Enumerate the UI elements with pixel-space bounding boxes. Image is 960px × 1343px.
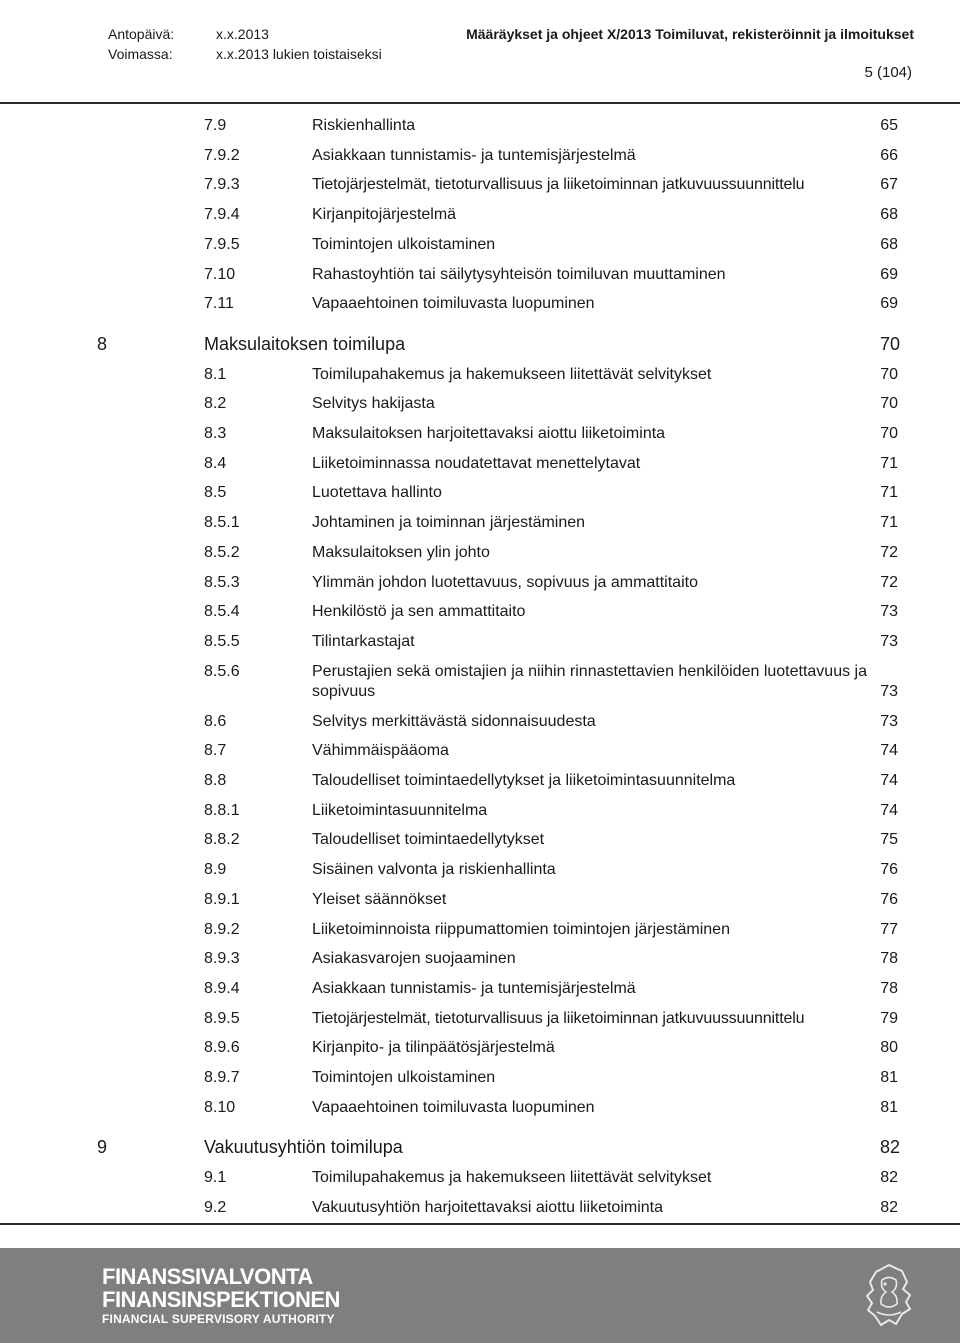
toc-entry-title: Riskienhallinta [312,117,416,134]
toc-entry-title: Vapaaehtoinen toimiluvasta luopuminen [312,1098,595,1116]
toc-entry-number: 7.9.3 [204,176,240,194]
toc-entry-number: 7.11 [204,295,234,313]
toc-entry-number: 9 [97,1137,108,1158]
toc-entry-page: 82 [880,1198,898,1216]
toc-entry-title: Asiakkaan tunnistamis- ja tuntemisjärjestelmä [312,146,636,164]
toc-entry-number: 7.9 [204,117,227,134]
toc-entry-title: Selvitys merkittävästä sidonnaisuudesta [312,712,596,730]
toc-entry-number: 8 [97,333,108,354]
toc-entry-number: 9.1 [204,1169,227,1187]
toc-entry-title: Perustajien sekä omistajien ja niihin rinnastettavien henkilöiden luotettavuus ja sopivuus [312,662,867,700]
voimassa-label: Voimassa: [108,46,173,62]
antopaiva-label: Antopäivä: [108,26,175,42]
toc-entry-title: Asiakasvarojen suojaaminen [312,950,516,968]
toc-entry-number: 8.1 [204,365,227,383]
voimassa-value: x.x.2013 lukien toistaiseksi [216,46,382,62]
toc-entry-number: 8.5.3 [204,573,240,591]
toc-entry-number: 8.9.7 [204,1069,240,1086]
finanssivalvonta-logo [102,1265,340,1327]
logo-line-finnish: FINANSSIVALVONTA [102,1264,313,1289]
header-row-voimassa [108,44,914,64]
toc-entry-page: 73 [880,712,898,730]
toc-entry-title: Vakuutusyhtiön toimilupa [204,1137,403,1158]
toc-entry-page: 67 [880,176,898,194]
toc-entry-number: 8.4 [204,454,227,472]
toc-entry-page: 70 [880,425,898,442]
toc-entry-page: 75 [880,831,898,849]
toc-entry-number: 8.9.6 [204,1039,240,1057]
toc-entry-number: 7.9.2 [204,146,240,164]
toc-entry-number: 8.9.5 [204,1009,240,1027]
toc-entry-page: 77 [880,920,898,938]
lion-emblem-icon [862,1262,916,1328]
document-header [108,24,914,64]
toc-entry-number: 8.5.6 [204,662,240,680]
toc-entry-number: 8.8.1 [204,801,240,819]
header-rule [0,102,960,104]
toc-entry-number: 8.6 [204,712,227,730]
toc-entry-number: 8.5.4 [204,603,240,621]
toc-entry-number: 9.2 [204,1198,227,1216]
toc-entry-number: 8.5 [204,484,227,502]
toc-entry-number: 8.2 [204,395,227,413]
toc-entry-title: Liiketoimintasuunnitelma [312,801,488,819]
toc-entry-page: 81 [880,1098,898,1116]
toc-entry-page: 73 [880,682,898,700]
toc-entry-page: 82 [880,1169,898,1187]
toc-entry-title: Maksulaitoksen toimilupa [204,333,406,354]
toc-entry-page: 69 [880,295,898,313]
toc-entry-number: 8.5.2 [204,543,240,561]
toc-entry-page: 72 [880,573,898,591]
toc-entry-page: 80 [880,1039,898,1057]
toc-entry-number: 8.5.1 [204,514,240,532]
toc-entry-title: Tietojärjestelmät, tietoturvallisuus ja liiketoiminnan jatkuvuussuunnittelu [312,1009,805,1027]
footer-rule [0,1223,960,1225]
toc-entry-page: 82 [879,1137,900,1158]
toc-entry-number: 7.9.4 [204,206,240,224]
toc-entry-title: Vakuutusyhtiön harjoitettavaksi aiottu liiketoiminta [312,1198,663,1216]
toc-entry-title: Tilintarkastajat [312,632,415,650]
toc-entry-number: 8.9.2 [204,920,240,938]
toc-entry-title: Selvitys hakijasta [312,395,435,413]
toc-entry-number: 8.9.3 [204,950,240,968]
toc-entry-title: Johtaminen ja toiminnan järjestäminen [312,514,586,532]
toc-entry-title: Kirjanpito- ja tilinpäätösjärjestelmä [312,1039,555,1057]
toc-entry-page: 74 [880,772,898,789]
toc-entry-page: 81 [880,1069,898,1086]
toc-entry-number: 8.3 [204,425,227,442]
toc-entry-page: 76 [880,890,898,908]
toc-entry-title: Maksulaitoksen ylin johto [312,543,490,561]
toc-entry-page: 76 [880,861,898,879]
toc-entry-page: 74 [880,742,898,760]
toc-entry-title: Henkilöstö ja sen ammattitaito [312,603,526,621]
toc-entry-title: Kirjanpitojärjestelmä [312,206,457,224]
toc-entry-page: 78 [880,950,898,968]
toc-entry-page: 65 [880,117,898,134]
toc-entry-title: Vapaaehtoinen toimiluvasta luopuminen [312,295,595,313]
toc-entry-title: Luotettava hallinto [312,484,442,502]
toc-entry-page: 69 [880,265,898,283]
header-row-antopaiva [108,24,914,44]
document-title: Määräykset ja ohjeet X/2013 Toimiluvat, rekisteröinnit ja ilmoitukset [466,26,914,42]
toc-entry-title: Liiketoiminnoista riippumattomien toimintojen järjestäminen [312,920,730,938]
toc-entry-page: 78 [880,979,898,997]
toc-entry-number: 8.9 [204,861,227,879]
page-number: 5 (104) [864,64,912,81]
footer-band [0,1248,960,1343]
toc-entry-page: 68 [880,235,898,253]
toc-entry-number: 7.10 [204,265,236,283]
toc-entry-number: 8.7 [204,742,227,760]
logo-line-swedish: FINANSINSPEKTIONEN [102,1287,340,1312]
toc-entry-page: 66 [880,146,898,164]
toc-entry-title: Rahastoyhtiön tai säilytysyhteisön toimiluvan muuttaminen [312,265,726,283]
toc-entry-page: 71 [880,484,898,502]
toc-entry-number: 8.9.1 [204,890,240,908]
logo-line-english: FINANCIAL SUPERVISORY AUTHORITY [102,1312,335,1326]
toc-entry-number: 7.9.5 [204,235,240,253]
toc-entry-number: 8.5.5 [204,632,240,650]
toc-entry-page: 71 [880,514,898,532]
toc-entry-title: Toimintojen ulkoistaminen [312,1069,496,1086]
toc-entry-title: Maksulaitoksen harjoitettavaksi aiottu liiketoiminta [312,425,666,442]
toc-entry-title: Yleiset säännökset [312,890,447,908]
toc-entry-page: 72 [880,543,898,561]
toc-entry-title: Toimilupahakemus ja hakemukseen liitettävät selvitykset [312,1169,712,1187]
toc-entry-page: 71 [880,454,898,472]
toc-entry-number: 8.8.2 [204,831,240,849]
toc-entry-title: Ylimmän johdon luotettavuus, sopivuus ja ammattitaito [312,573,698,591]
antopaiva-value: x.x.2013 [216,26,269,42]
toc-entry-title: Asiakkaan tunnistamis- ja tuntemisjärjestelmä [312,979,636,997]
toc-entry-page: 68 [880,206,898,224]
toc-entry-page: 74 [880,801,898,819]
toc-entry-page: 70 [879,333,900,354]
toc-entry-page: 70 [880,365,898,383]
toc-entry-title: Taloudelliset toimintaedellytykset ja liiketoimintasuunnitelma [312,772,736,789]
toc-entry-page: 70 [880,395,898,413]
toc-entry-title: Toimilupahakemus ja hakemukseen liitettävät selvitykset [312,365,712,383]
toc-entry-title: Taloudelliset toimintaedellytykset [312,831,545,849]
toc-entry-title: Tietojärjestelmät, tietoturvallisuus ja liiketoiminnan jatkuvuussuunnittelu [312,176,805,194]
toc-entry-number: 8.10 [204,1098,236,1116]
toc-entry-page: 73 [880,632,898,650]
toc-entry-title: Sisäinen valvonta ja riskienhallinta [312,861,556,879]
toc-entry-title: Toimintojen ulkoistaminen [312,235,496,253]
toc-entry-title: Liiketoiminnassa noudatettavat menettelytavat [312,454,641,472]
toc-entry-page: 73 [880,603,898,621]
toc-entry-page: 79 [880,1009,898,1027]
toc-entry-number: 8.9.4 [204,979,240,997]
toc-entry-number: 8.8 [204,772,227,789]
toc-entry-title: Vähimmäispääoma [312,742,449,760]
